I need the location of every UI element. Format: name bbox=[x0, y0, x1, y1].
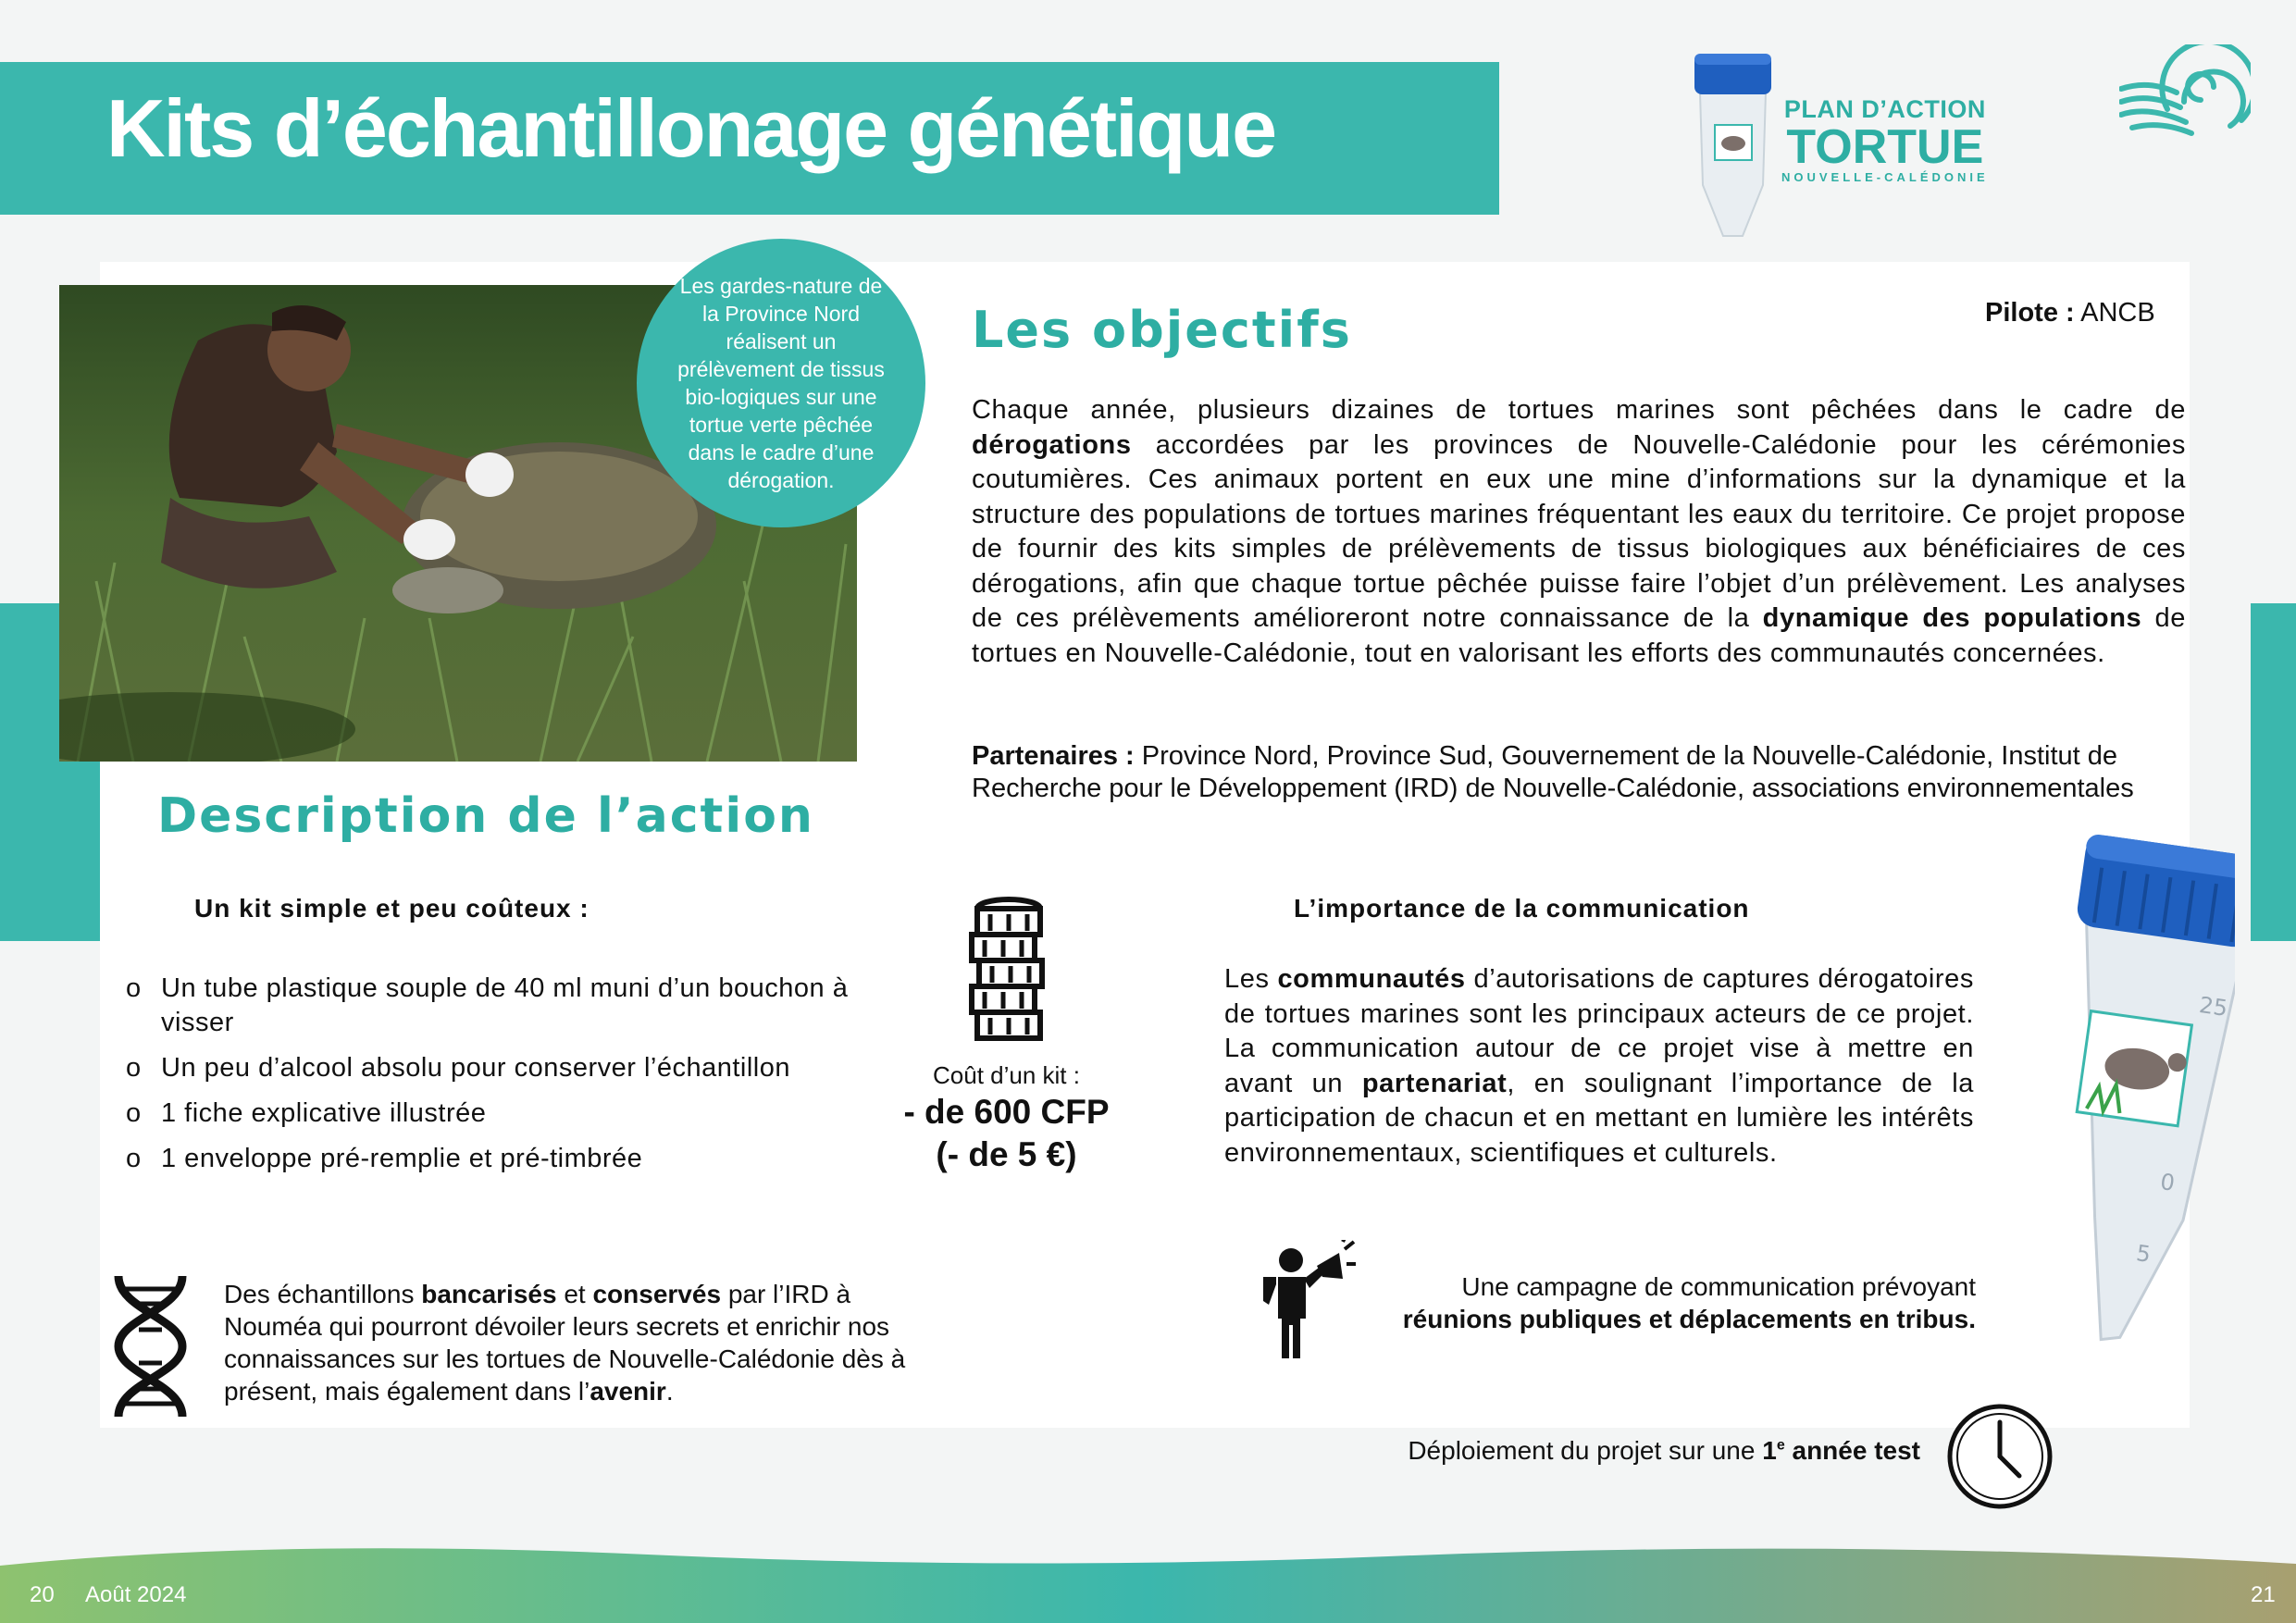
wave-spiral-logo-icon bbox=[2119, 44, 2251, 151]
logo-line-3: NOUVELLE-CALÉDONIE bbox=[1781, 170, 1989, 184]
ird-text-4: . bbox=[665, 1377, 674, 1406]
communication-heading: L’importance de la communication bbox=[1294, 894, 1750, 923]
deploy-bold: année test bbox=[1792, 1436, 1920, 1465]
clock-icon bbox=[1945, 1402, 2054, 1511]
kit-heading: Un kit simple et peu coûteux : bbox=[194, 894, 590, 923]
ird-paragraph bbox=[224, 1278, 955, 1407]
objectives-text-1: Chaque année, plusieurs dizaines de tortues marines sont pêchées dans le cadre de bbox=[972, 395, 2186, 425]
logo-line-1: PLAN D’ACTION bbox=[1783, 95, 1986, 123]
partners-value: Province Nord, Province Sud, Gouvernement de la Nouvelle-Calédonie, Institut de Recherche pour le Développement (IRD) de Nouvelle-Calédonie, associations environnementales bbox=[972, 741, 2134, 803]
deploy-superscript: e bbox=[1776, 1437, 1785, 1454]
cost-label: Coût d’un kit : bbox=[933, 1061, 1080, 1089]
photo-caption-bubble: Les gardes-nature de la Province Nord réalisent un prélèvement de tissus bio-logiques sur une tortue verte pêchée dans le cadre d’une dérogation. bbox=[637, 239, 925, 527]
plan-action-logo bbox=[1781, 95, 1989, 184]
teal-band-right bbox=[2251, 603, 2296, 941]
tube-mark-25: 25 bbox=[2197, 991, 2229, 1022]
logo-line-2: TORTUE bbox=[1786, 120, 1984, 174]
com-text-2: d’autorisations de captures dérogatoires de tortues marines sont les principaux acteurs de ce projet. La communication autour de ce projet vise à mettre en avant un bbox=[1224, 964, 1974, 1098]
page-number-right: 21 bbox=[2251, 1582, 2276, 1607]
footer-date: Août 2024 bbox=[85, 1582, 187, 1607]
sample-tube-logo-icon bbox=[1689, 46, 1777, 241]
com-bold-2: partenariat bbox=[1361, 1068, 1508, 1098]
list-item: o Un peu d’alcool absolu pour conserver l’échantillon bbox=[126, 1051, 912, 1085]
communication-paragraph bbox=[1224, 962, 1974, 1171]
list-item: o 1 fiche explicative illustrée bbox=[126, 1096, 912, 1131]
com-bold-1: communautés bbox=[1277, 964, 1466, 994]
ird-bold-2: conservés bbox=[592, 1280, 722, 1308]
tube-mark-0: 0 bbox=[2158, 1169, 2177, 1196]
pilote-line bbox=[1985, 298, 2155, 328]
objectives-bold-2: dynamique des populations bbox=[1762, 603, 2142, 633]
kit-cost bbox=[888, 1059, 1124, 1176]
coin-stack-icon bbox=[961, 896, 1053, 1044]
campaign-paragraph bbox=[1333, 1270, 1976, 1335]
objectives-bold-1: dérogations bbox=[972, 429, 1132, 460]
objectives-text-3: de tortues en Nouvelle-Calédonie, tout en valorisant les efforts des communautés concernées. bbox=[972, 603, 2186, 668]
pilote-label: Pilote : bbox=[1985, 298, 2075, 328]
deploy-text: Déploiement du projet sur une bbox=[1408, 1436, 1756, 1465]
ird-bold-1: bancarisés bbox=[421, 1280, 557, 1308]
ird-text-3: par l’IRD à Nouméa qui pourront dévoiler leurs secrets et enrichir nos connaissances sur les tortues de Nouvelle-Calédonie dès à présent, mais également dans l’ bbox=[224, 1280, 906, 1406]
partners-paragraph bbox=[972, 740, 2193, 805]
description-heading: Description de l’action bbox=[157, 788, 814, 844]
com-text-1: Les bbox=[1224, 964, 1270, 994]
page-number-left: 20 bbox=[30, 1582, 55, 1607]
kit-list bbox=[126, 972, 912, 1187]
ird-bold-3: avenir bbox=[590, 1377, 666, 1406]
dna-icon bbox=[111, 1272, 190, 1420]
ird-text-2: et bbox=[564, 1280, 586, 1308]
cost-values bbox=[888, 1091, 1124, 1176]
objectives-paragraph bbox=[972, 393, 2186, 671]
objectives-heading: Les objectifs bbox=[972, 301, 1352, 359]
sample-tube-illustration bbox=[2022, 833, 2235, 1351]
cost-cfp: - de 600 CFP bbox=[903, 1093, 1110, 1131]
objectives-text-2: accordées par les provinces de Nouvelle-Calédonie pour les cérémonies coutumières. Ces animaux portent en eux une mine d’informations sur la dynamique et la structure des populations de tortues marines fréquentant les eaux du territoire. Ce projet propose de fournir des kits simples de prélèvements de tissus biologiques aux bénéficiaires de ces dérogations, afin que chaque tortue pêchée puisse faire l’objet d’un prélèvement. Les analyses de ces prélèvements amélioreront notre connaissance de la bbox=[972, 429, 2186, 633]
pilote-value: ANCB bbox=[2080, 298, 2155, 328]
footer-band bbox=[0, 1538, 2296, 1623]
com-text-3: , en soulignant l’importance de la participation de chacun et en mettant en lumière les intérêts environnementaux, scientifiques et culturels. bbox=[1224, 1068, 1974, 1168]
page-title: Kits d’échantillonage génétique bbox=[106, 82, 1276, 174]
camp-text-1: Une campagne de communication prévoyant bbox=[1461, 1272, 1976, 1301]
deploy-number: 1 bbox=[1762, 1436, 1777, 1465]
list-item: o 1 enveloppe pré-remplie et pré-timbrée bbox=[126, 1142, 912, 1176]
deployment-line bbox=[1203, 1436, 1920, 1466]
ird-text-1: Des échantillons bbox=[224, 1280, 415, 1308]
cost-eur: (- de 5 €) bbox=[936, 1135, 1077, 1173]
camp-bold-1: réunions publiques et déplacements en tribus. bbox=[1402, 1305, 1976, 1333]
tube-mark-5: 5 bbox=[2134, 1240, 2153, 1268]
partners-label: Partenaires : bbox=[972, 741, 1135, 771]
list-item: o Un tube plastique souple de 40 ml muni d’un bouchon à visser bbox=[126, 972, 912, 1040]
